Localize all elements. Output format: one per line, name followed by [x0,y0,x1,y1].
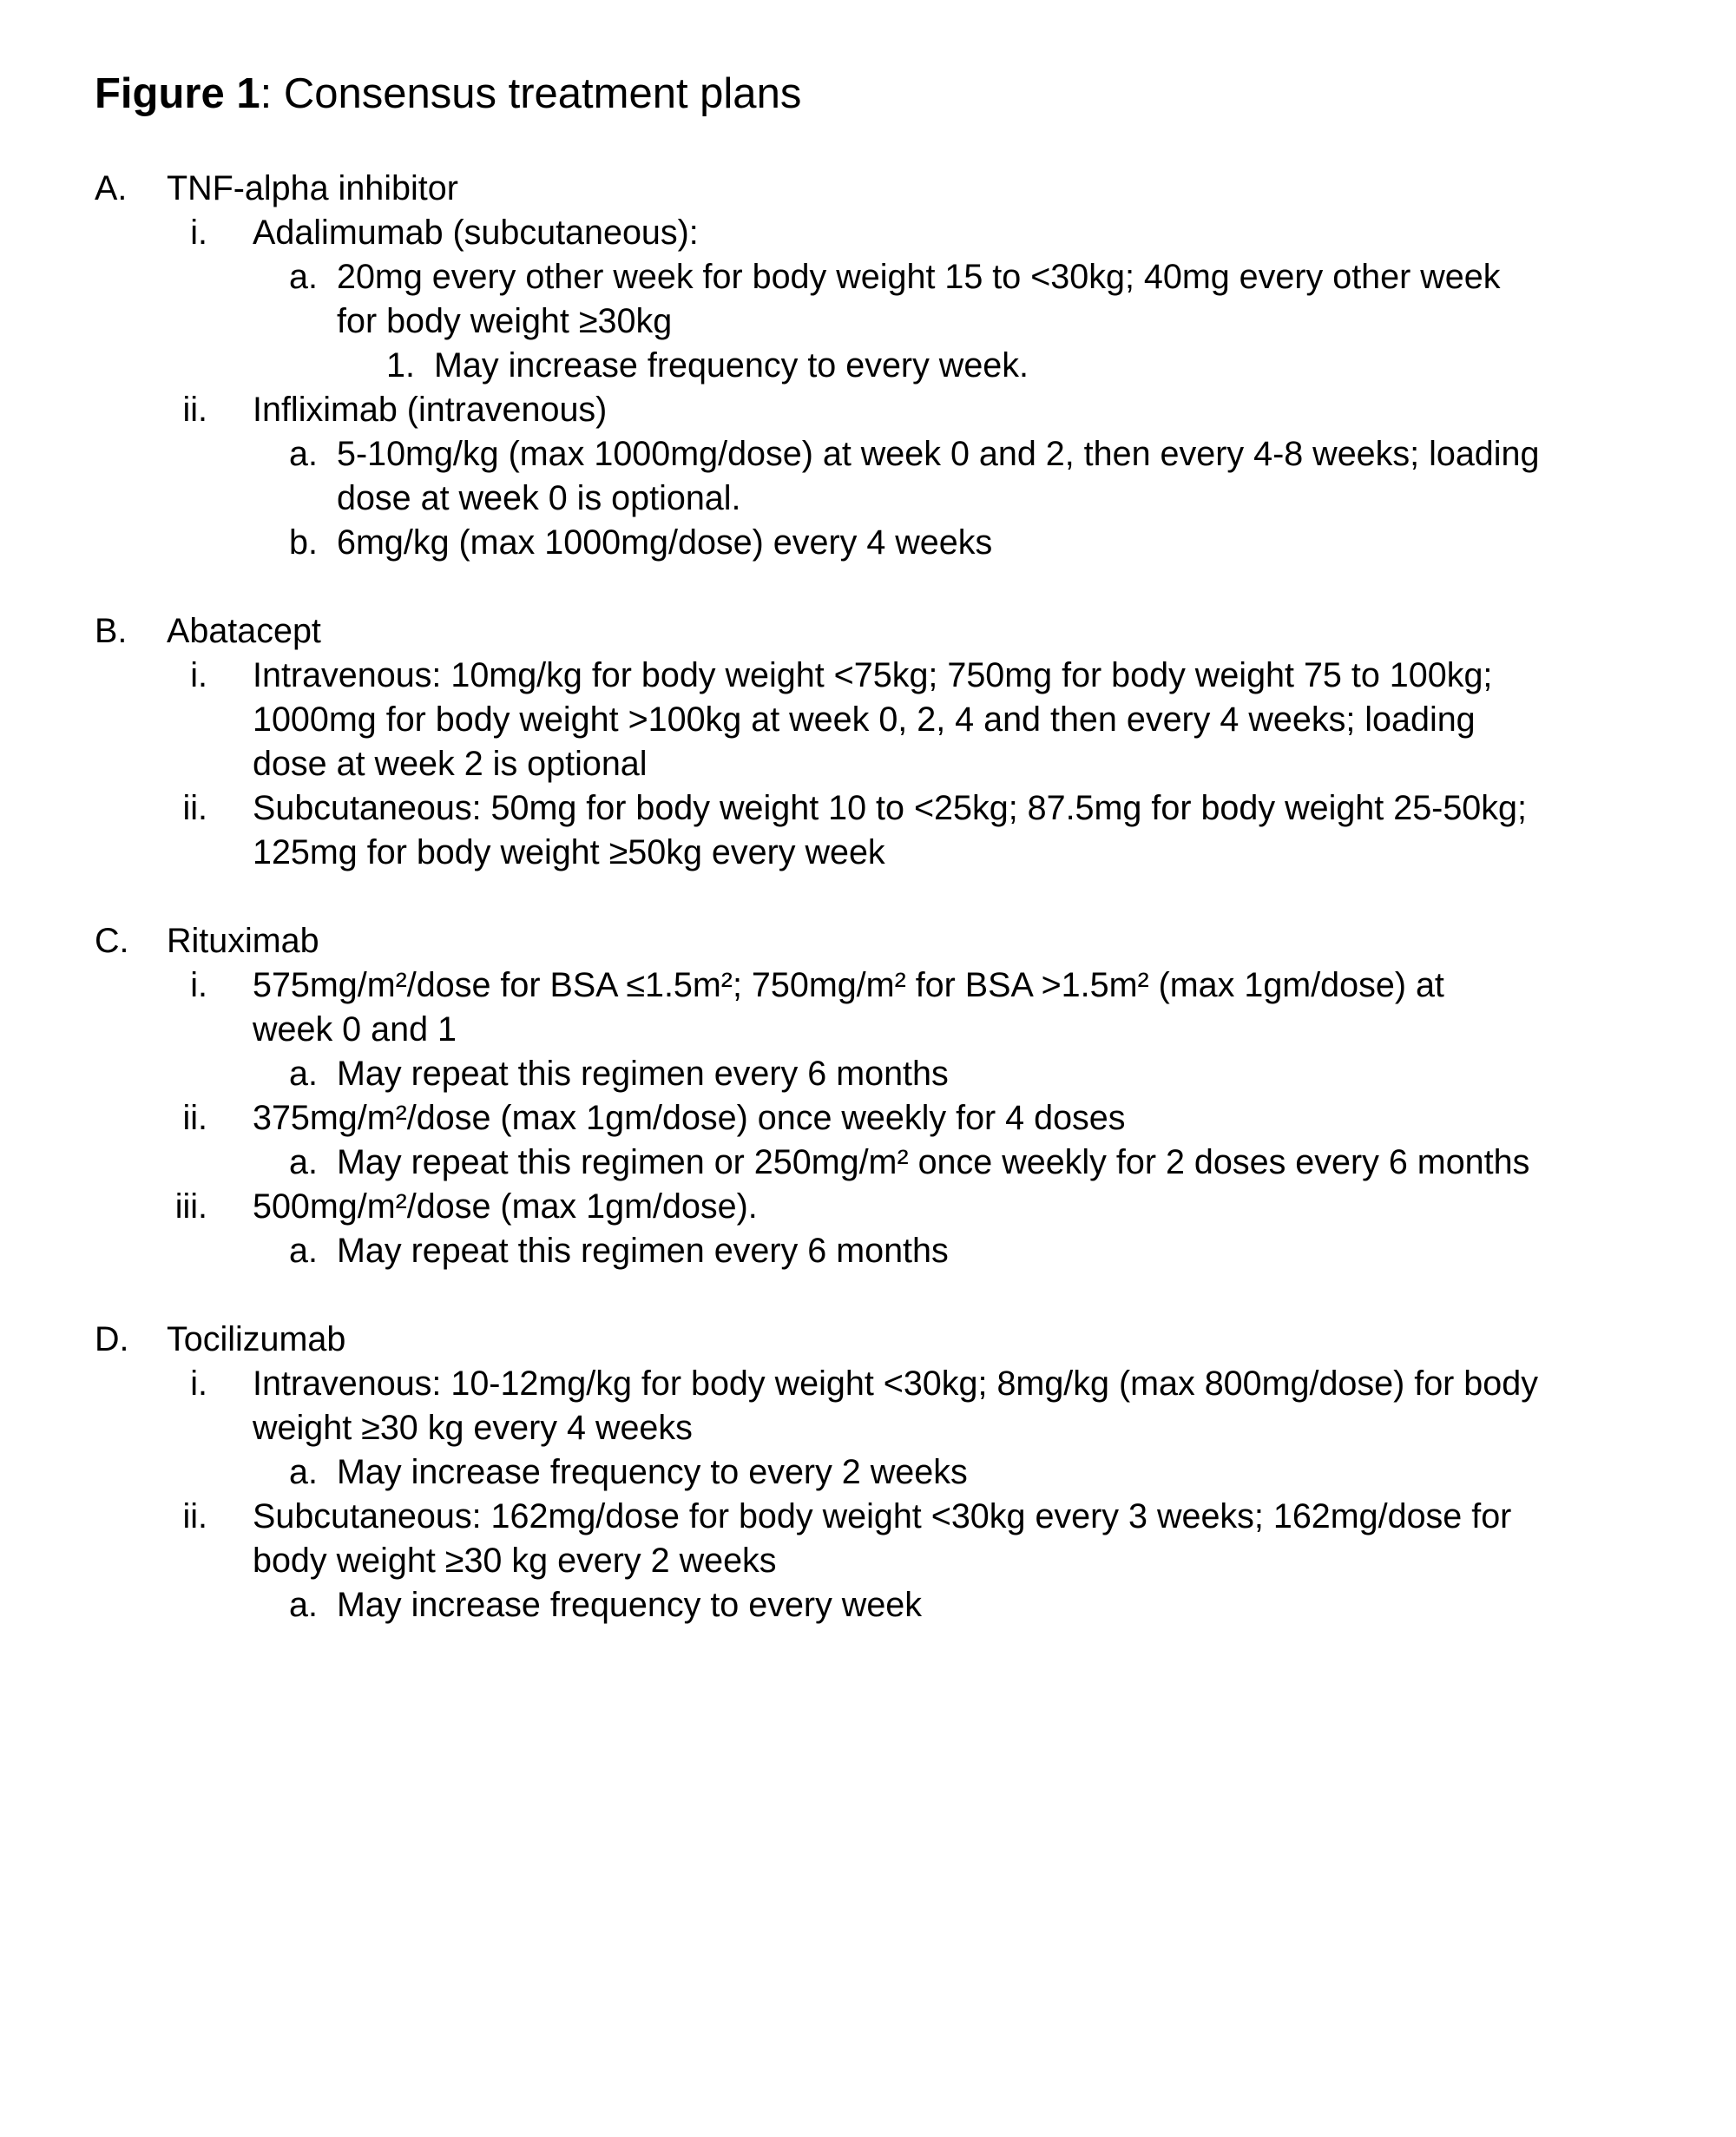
list-item-text: 375mg/m²/dose (max 1gm/dose) once weekly for 4 doses [253,1099,1126,1137]
list-item [0,1052,1736,1096]
list-item-continuation [0,477,1736,521]
section-abatacept [0,609,1736,875]
list-item [0,1495,1736,1539]
section-title: Tocilizumab [167,1320,346,1358]
list-item-text: 500mg/m²/dose (max 1gm/dose). [253,1187,758,1226]
list-item-text: 6mg/kg (max 1000mg/dose) every 4 weeks [337,523,993,562]
section-heading [0,609,1736,654]
section-title: Abatacept [167,612,321,650]
list-item-text: Intravenous: 10-12mg/kg for body weight <30kg; 8mg/kg (max 800mg/dose) for body [253,1364,1538,1403]
section-heading [0,1318,1736,1362]
list-marker: 1. [386,346,415,385]
list-marker: ii. [182,789,207,827]
section-label: A. [95,169,128,207]
list-marker: ii. [182,391,207,429]
list-item [0,1450,1736,1495]
section-spacer [0,1273,1736,1318]
list-item [0,388,1736,432]
list-item [0,521,1736,565]
list-marker: i. [190,1364,207,1403]
list-marker: iii. [174,1187,207,1226]
list-item-text: 20mg every other week for body weight 15 to <30kg; 40mg every other week [337,258,1501,296]
list-item-continuation [0,698,1736,742]
list-item-text: dose at week 0 is optional. [337,479,741,517]
section-label: C. [95,922,129,960]
list-marker: a. [289,435,318,473]
list-item [0,1141,1736,1185]
section-spacer [0,875,1736,919]
list-item [0,963,1736,1008]
list-item-continuation [0,1539,1736,1583]
list-marker: i. [190,966,207,1004]
list-item-continuation [0,299,1736,344]
list-item [0,1096,1736,1141]
section-heading [0,919,1736,963]
list-item-text: Infliximab (intravenous) [253,391,608,429]
list-item [0,432,1736,477]
figure-label: Figure 1 [95,70,260,117]
section-label: D. [95,1320,129,1358]
list-item-text: for body weight ≥30kg [337,302,673,340]
list-item [0,786,1736,831]
section-label: B. [95,612,128,650]
list-item-text: Intravenous: 10mg/kg for body weight <75kg; 750mg for body weight 75 to 100kg; [253,656,1493,694]
list-item [0,1185,1736,1229]
list-marker: ii. [182,1099,207,1137]
list-marker: a. [289,258,318,296]
list-item [0,1362,1736,1406]
list-item [0,255,1736,299]
list-marker: b. [289,523,318,562]
list-marker: i. [190,656,207,694]
treatment-plan-list [0,167,1736,1627]
list-item-continuation [0,1406,1736,1450]
list-item-text: 1000mg for body weight >100kg at week 0, 2, 4 and then every 4 weeks; loading [253,700,1476,739]
list-marker: a. [289,1453,318,1491]
list-item-continuation [0,1008,1736,1052]
list-item-continuation [0,742,1736,786]
list-item-text: Adalimumab (subcutaneous): [253,214,699,252]
section-title: TNF-alpha inhibitor [167,169,458,207]
list-item-text: body weight ≥30 kg every 2 weeks [253,1542,777,1580]
list-item-text: 5-10mg/kg (max 1000mg/dose) at week 0 and 2, then every 4-8 weeks; loading [337,435,1540,473]
section-heading [0,167,1736,211]
list-item-text: dose at week 2 is optional [253,745,648,783]
list-marker: a. [289,1143,318,1181]
list-marker: a. [289,1232,318,1270]
list-item-text: 125mg for body weight ≥50kg every week [253,833,885,871]
list-marker: a. [289,1055,318,1093]
section-title: Rituximab [167,922,319,960]
section-rituximab [0,919,1736,1273]
list-item-text: Subcutaneous: 50mg for body weight 10 to <25kg; 87.5mg for body weight 25-50kg; [253,789,1527,827]
section-tocilizumab [0,1318,1736,1627]
list-item [0,1583,1736,1627]
section-tnf-alpha-inhibitor [0,167,1736,565]
list-item-text: May increase frequency to every week [337,1586,923,1624]
list-item-text: week 0 and 1 [253,1010,457,1049]
list-item-text: weight ≥30 kg every 4 weeks [253,1409,693,1447]
list-item-text: Subcutaneous: 162mg/dose for body weight <30kg every 3 weeks; 162mg/dose for [253,1497,1512,1535]
list-marker: i. [190,214,207,252]
list-item [0,1229,1736,1273]
list-item-text: May increase frequency to every week. [434,346,1029,385]
list-item-text: May repeat this regimen every 6 months [337,1055,949,1093]
list-item-text: May increase frequency to every 2 weeks [337,1453,968,1491]
list-item [0,344,1736,388]
list-item-text: May repeat this regimen every 6 months [337,1232,949,1270]
section-spacer [0,565,1736,609]
list-item-text: May repeat this regimen or 250mg/m² once weekly for 2 doses every 6 months [337,1143,1530,1181]
list-item [0,654,1736,698]
list-item [0,211,1736,255]
figure-title [95,68,801,120]
list-item-continuation [0,831,1736,875]
figure-caption: : Consensus treatment plans [260,70,802,117]
list-item-text: 575mg/m²/dose for BSA ≤1.5m²; 750mg/m² for BSA >1.5m² (max 1gm/dose) at [253,966,1444,1004]
list-marker: a. [289,1586,318,1624]
list-marker: ii. [182,1497,207,1535]
